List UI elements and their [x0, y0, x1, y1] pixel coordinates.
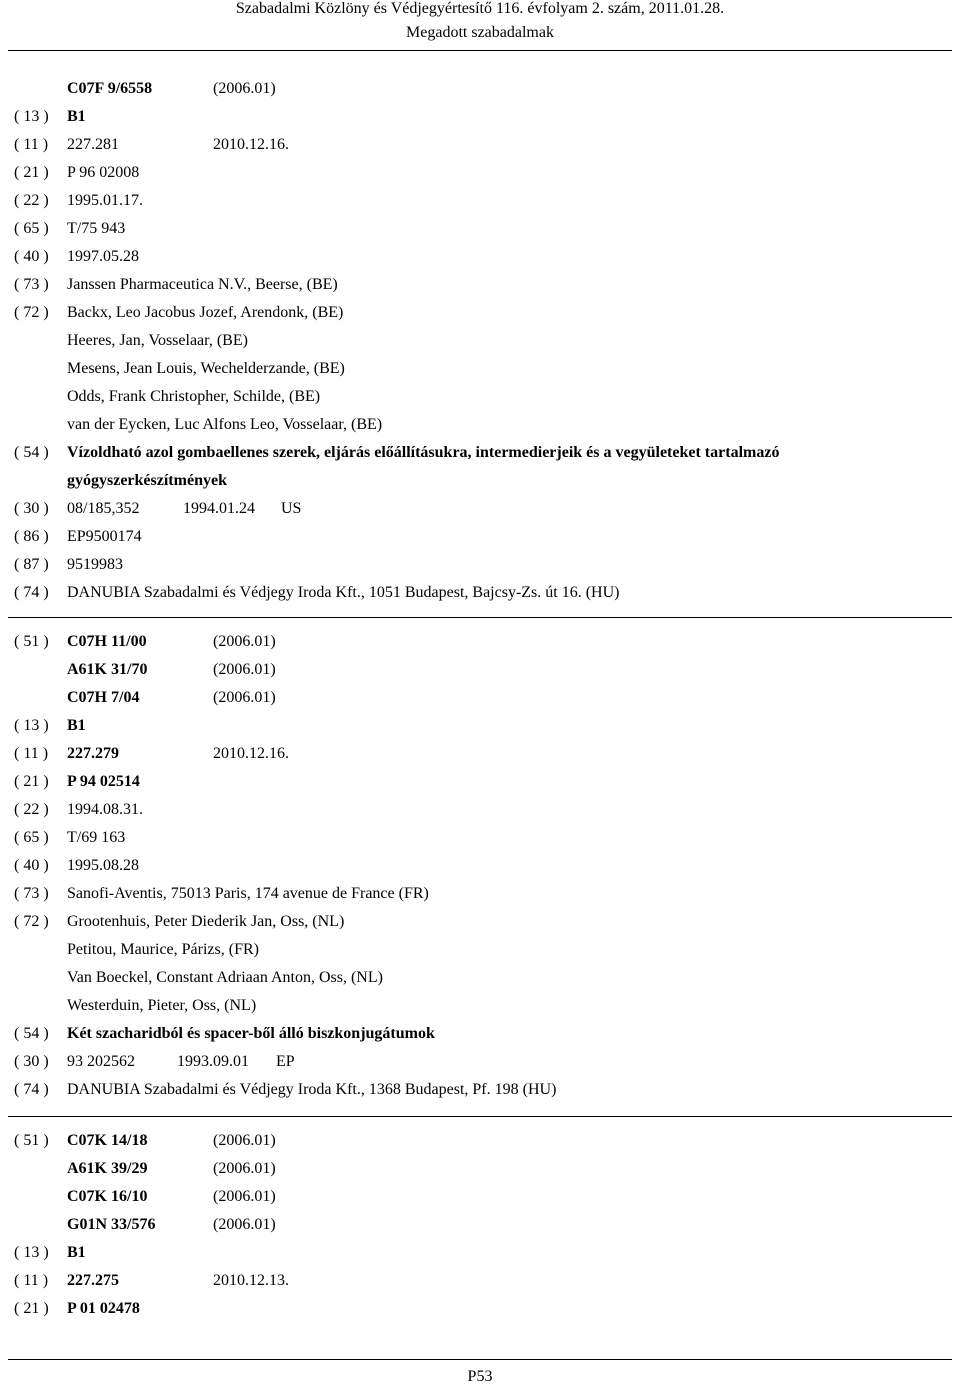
field-code: ( 54 ) [14, 444, 49, 461]
patent-title-continued: gyógyszerkészítmények [67, 472, 227, 489]
field-code: ( 73 ) [14, 276, 49, 293]
field-code: ( 54 ) [14, 1025, 49, 1042]
representative: DANUBIA Szabadalmi és Védjegy Iroda Kft., 1368 Budapest, Pf. 198 (HU) [67, 1081, 557, 1098]
priority-number: 08/185,352 [67, 500, 140, 517]
ipc-code: A61K 39/29 [67, 1160, 148, 1177]
field-code: ( 51 ) [14, 633, 49, 650]
field-code: ( 87 ) [14, 556, 49, 573]
field-code: ( 51 ) [14, 1132, 49, 1149]
inventor: Petitou, Maurice, Párizs, (FR) [67, 941, 259, 958]
patent-title: Vízoldható azol gombaellenes szerek, eljárás előállításukra, intermedierjeik és a vegyületeket tartalmazó [67, 444, 780, 461]
priority-date: 1993.09.01 [177, 1053, 249, 1070]
kind-code: B1 [67, 108, 86, 125]
application-number: P 94 02514 [67, 773, 140, 790]
kind-code: B1 [67, 717, 86, 734]
patent-number: 227.279 [67, 745, 119, 762]
application-number: P 01 02478 [67, 1300, 140, 1317]
publication-date: 1995.08.28 [67, 857, 139, 874]
ipc-code: C07K 14/18 [67, 1132, 148, 1149]
journal-header: Szabadalmi Közlöny és Védjegyértesítő 116. évfolyam 2. szám, 2011.01.28. [235, 0, 725, 17]
ipc-version: (2006.01) [213, 1216, 276, 1233]
inventor: Mesens, Jean Louis, Wechelderzande, (BE) [67, 360, 345, 377]
field-code: ( 11 ) [14, 1272, 49, 1289]
pct-publication: 9519983 [67, 556, 123, 573]
field-code: ( 65 ) [14, 220, 49, 237]
ipc-version: (2006.01) [213, 1132, 276, 1149]
ipc-code: C07F 9/6558 [67, 80, 153, 97]
inventor: Heeres, Jan, Vosselaar, (BE) [67, 332, 248, 349]
field-code: ( 72 ) [14, 913, 49, 930]
patent-number: 227.281 [67, 136, 119, 153]
field-code: ( 21 ) [14, 164, 49, 181]
proprietor: Sanofi-Aventis, 75013 Paris, 174 avenue de France (FR) [67, 885, 429, 902]
field-code: ( 11 ) [14, 136, 49, 153]
ipc-version: (2006.01) [213, 80, 276, 97]
ipc-code: G01N 33/576 [67, 1216, 156, 1233]
field-code: ( 73 ) [14, 885, 49, 902]
inventor: van der Eycken, Luc Alfons Leo, Vosselaar, (BE) [67, 416, 383, 433]
header-rule [8, 50, 952, 51]
entry-divider [8, 617, 952, 618]
field-code: ( 22 ) [14, 192, 49, 209]
ipc-code: C07K 16/10 [67, 1188, 148, 1205]
footer-rule [8, 1359, 952, 1360]
ipc-version: (2006.01) [213, 689, 276, 706]
priority-number: 93 202562 [67, 1053, 135, 1070]
field-code: ( 86 ) [14, 528, 49, 545]
application-number: P 96 02008 [67, 164, 140, 181]
priority-date: 1994.01.24 [183, 500, 255, 517]
field-code: ( 13 ) [14, 1244, 49, 1261]
grant-date: 2010.12.16. [213, 136, 289, 153]
field-code: ( 74 ) [14, 1081, 49, 1098]
field-code: ( 13 ) [14, 717, 49, 734]
priority-country: US [281, 500, 302, 517]
field-code: ( 21 ) [14, 1300, 49, 1317]
ipc-code: C07H 7/04 [67, 689, 140, 706]
publication-number: T/75 943 [67, 220, 126, 237]
pct-application: EP9500174 [67, 528, 142, 545]
field-code: ( 21 ) [14, 773, 49, 790]
ipc-code: C07H 11/00 [67, 633, 147, 650]
priority-country: EP [276, 1053, 295, 1070]
field-code: ( 40 ) [14, 248, 49, 265]
publication-date: 1997.05.28 [67, 248, 139, 265]
entry-divider [8, 1116, 952, 1117]
patent-number: 227.275 [67, 1272, 119, 1289]
ipc-version: (2006.01) [213, 661, 276, 678]
field-code: ( 30 ) [14, 500, 49, 517]
page-number: P53 [467, 1368, 493, 1385]
inventor: Westerduin, Pieter, Oss, (NL) [67, 997, 257, 1014]
patent-title: Két szacharidból és spacer-ből álló biszkonjugátumok [67, 1025, 435, 1042]
filing-date: 1995.01.17. [67, 192, 143, 209]
field-code: ( 22 ) [14, 801, 49, 818]
inventor: Odds, Frank Christopher, Schilde, (BE) [67, 388, 321, 405]
ipc-version: (2006.01) [213, 633, 276, 650]
field-code: ( 13 ) [14, 108, 49, 125]
section-title: Megadott szabadalmak [406, 24, 554, 41]
proprietor: Janssen Pharmaceutica N.V., Beerse, (BE) [67, 276, 338, 293]
field-code: ( 72 ) [14, 304, 49, 321]
kind-code: B1 [67, 1244, 86, 1261]
publication-number: T/69 163 [67, 829, 126, 846]
field-code: ( 11 ) [14, 745, 49, 762]
inventor: Van Boeckel, Constant Adriaan Anton, Oss, (NL) [67, 969, 383, 986]
grant-date: 2010.12.16. [213, 745, 289, 762]
field-code: ( 74 ) [14, 584, 49, 601]
representative: DANUBIA Szabadalmi és Védjegy Iroda Kft., 1051 Budapest, Bajcsy-Zs. út 16. (HU) [67, 584, 620, 601]
ipc-code: A61K 31/70 [67, 661, 148, 678]
grant-date: 2010.12.13. [213, 1272, 289, 1289]
field-code: ( 65 ) [14, 829, 49, 846]
inventor: Grootenhuis, Peter Diederik Jan, Oss, (NL) [67, 913, 345, 930]
ipc-version: (2006.01) [213, 1188, 276, 1205]
field-code: ( 30 ) [14, 1053, 49, 1070]
ipc-version: (2006.01) [213, 1160, 276, 1177]
inventor: Backx, Leo Jacobus Jozef, Arendonk, (BE) [67, 304, 344, 321]
field-code: ( 40 ) [14, 857, 49, 874]
filing-date: 1994.08.31. [67, 801, 143, 818]
